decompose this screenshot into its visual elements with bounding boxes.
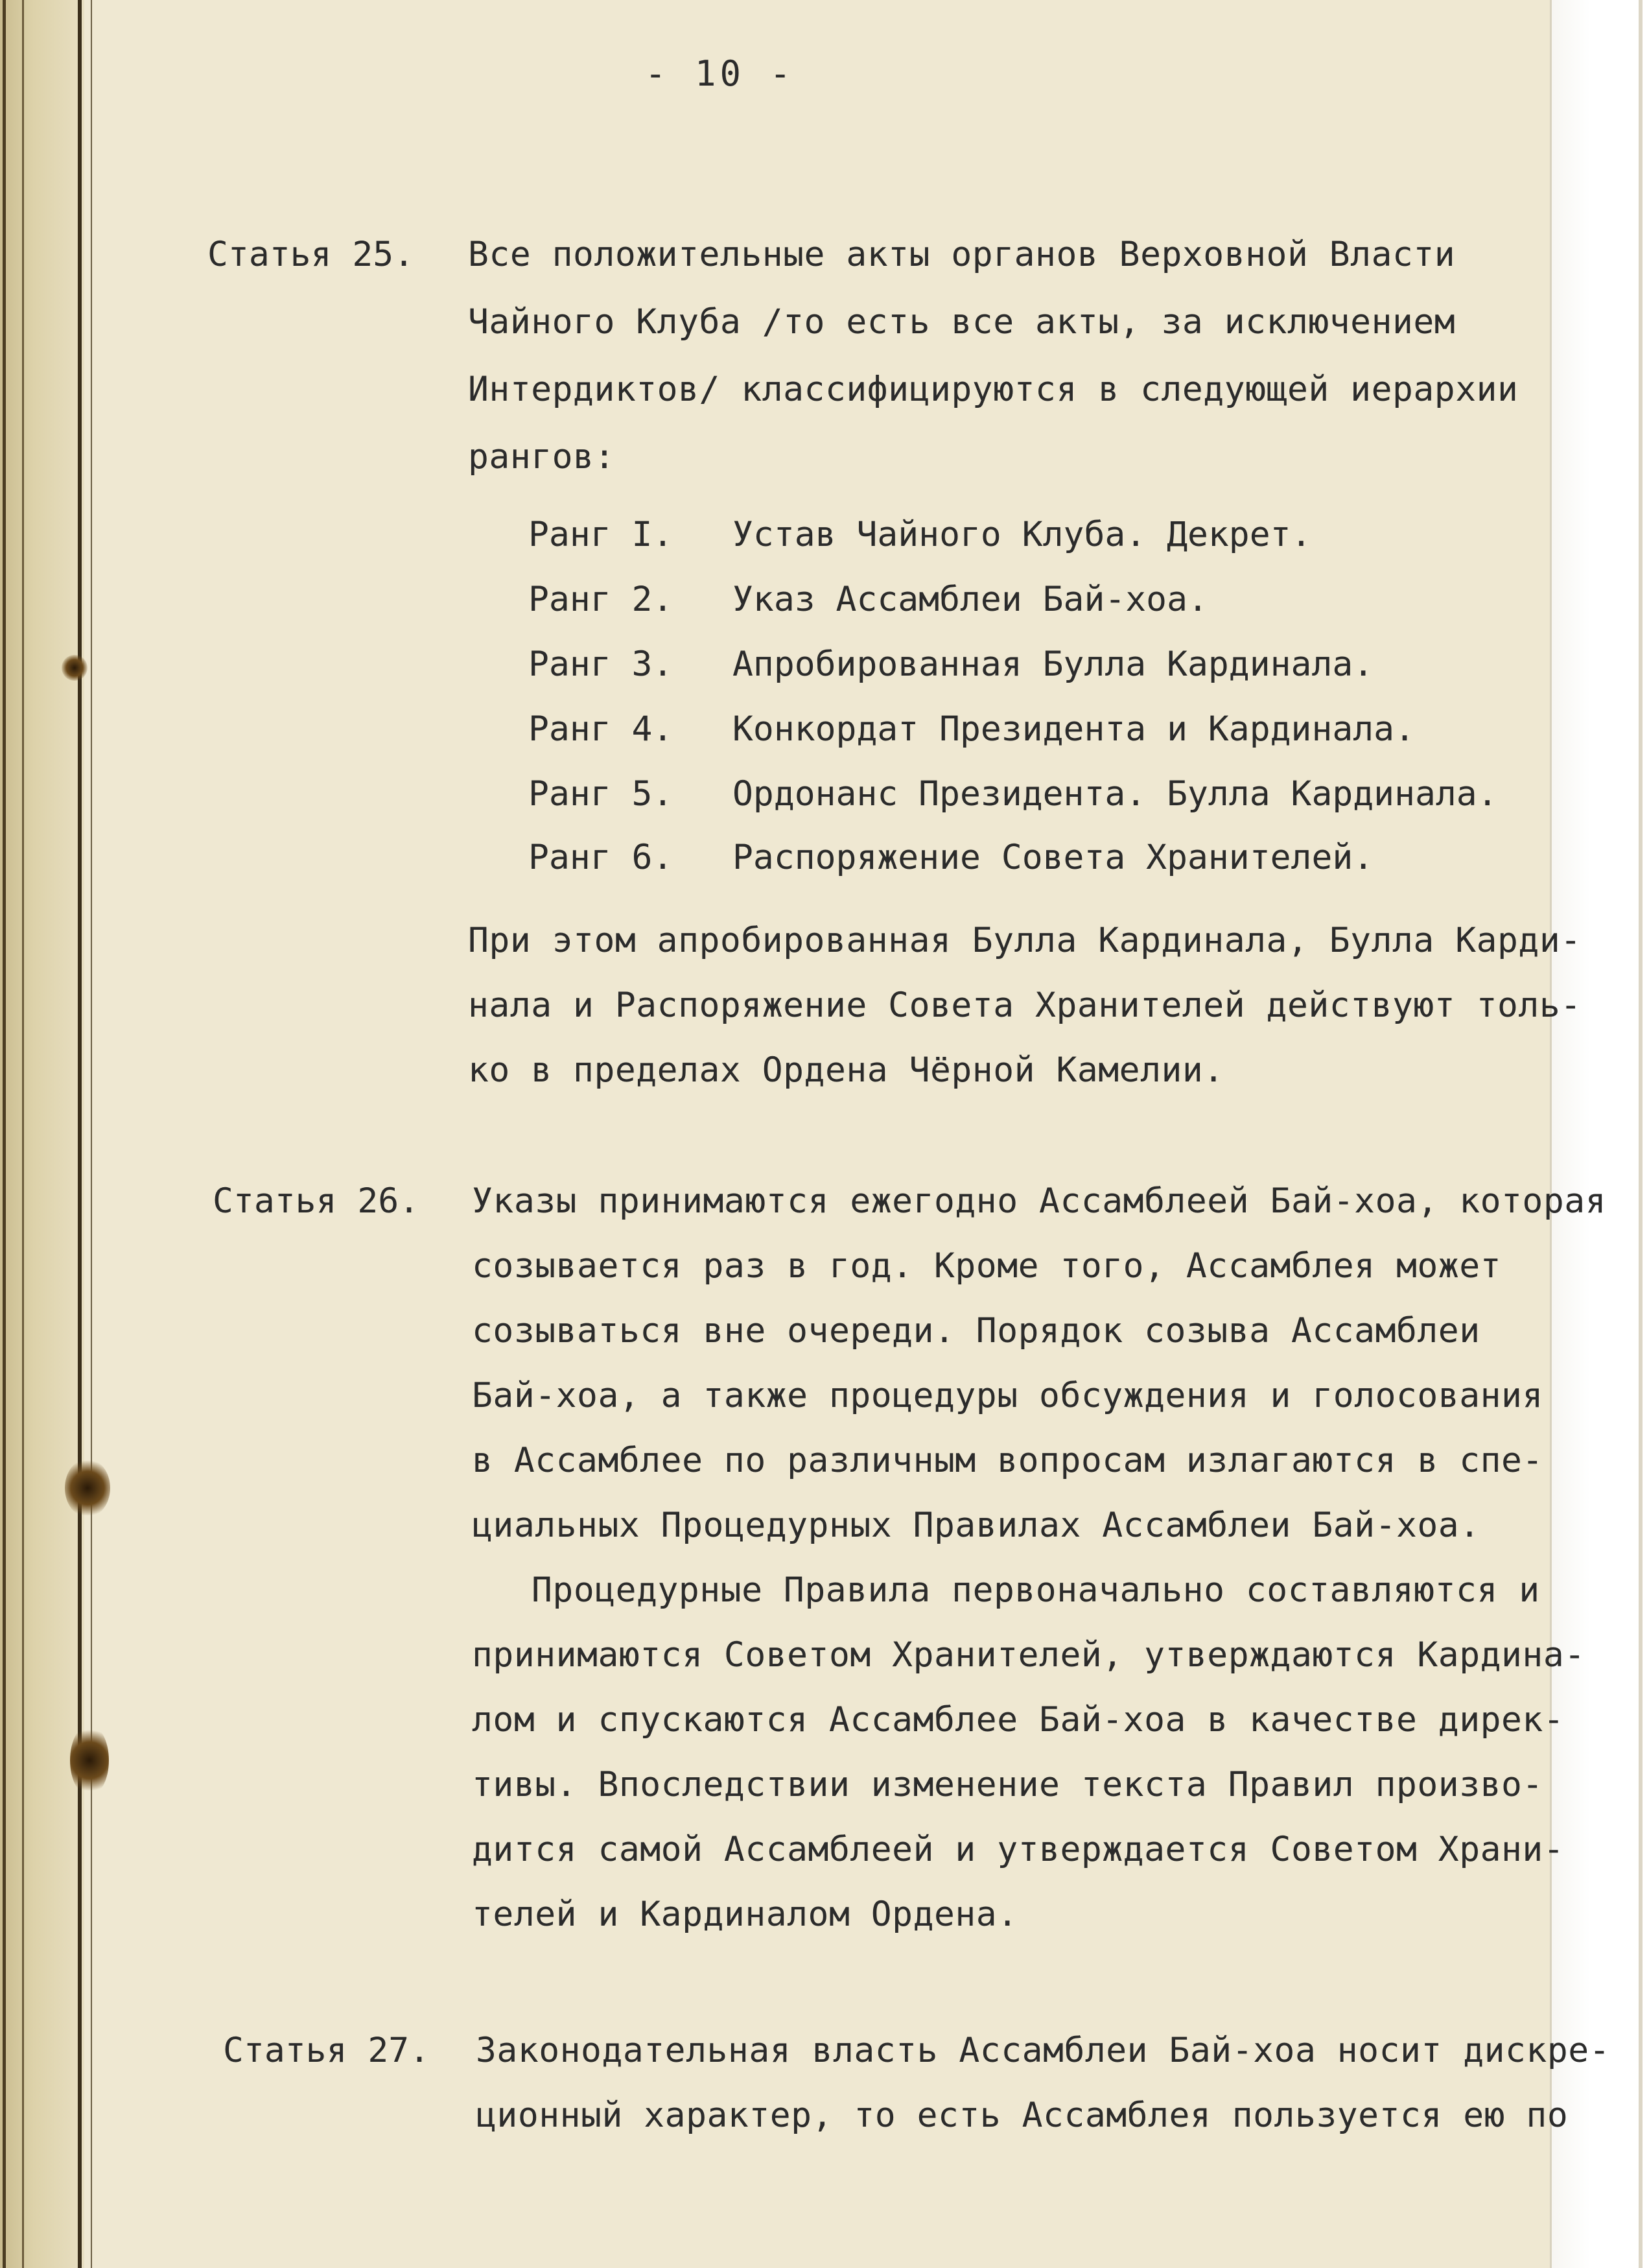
burn-mark [65, 1459, 110, 1517]
burn-mark [62, 655, 88, 681]
rank-text: Апробированная Булла Кардинала. [732, 644, 1374, 684]
article-27-line: ционный характер, то есть Ассамблея пользуется ею по [476, 2096, 1569, 2135]
article-26-line: тивы. Впоследствии изменение текста Правил произво- [472, 1765, 1543, 1804]
article-25-line: Все положительные акты органов Верховной Власти [468, 235, 1456, 274]
rank-text: Указ Ассамблеи Бай-хоа. [732, 580, 1208, 619]
article-26-line: принимаются Советом Хранителей, утверждаются Кардина- [472, 1635, 1585, 1675]
rank-text: Ордонанс Президента. Булла Кардинала. [732, 774, 1498, 814]
article-25-line: ко в пределах Ордена Чёрной Камелии. [468, 1050, 1224, 1090]
article-25-line: нала и Распоряжение Совета Хранителей действуют толь- [468, 986, 1582, 1025]
rank-text: Конкордат Президента и Кардинала. [732, 709, 1415, 749]
article-26-line: лом и спускаются Ассамблее Бай-хоа в качестве дирек- [472, 1700, 1565, 1740]
margin-strip [1639, 0, 1643, 2268]
article-26-line: созывается раз в год. Кроме того, Ассамблея может [472, 1246, 1502, 1286]
rank-label: Ранг I. [528, 515, 673, 554]
article-26-line: Бай-хоа, а также процедуры обсуждения и голосования [472, 1376, 1543, 1415]
article-26-line: дится самой Ассамблеей и утверждается Советом Храни- [472, 1830, 1565, 1869]
rank-label: Ранг 5. [528, 774, 673, 814]
rank-text: Распоряжение Совета Хранителей. [732, 838, 1374, 877]
article-25-line: Чайного Клуба /то есть все акты, за исключением [468, 302, 1456, 342]
article-25-label: Статья 25. [207, 235, 415, 274]
binder-line [91, 0, 92, 2268]
article-26-label: Статья 26. [213, 1181, 420, 1221]
binder-line [78, 0, 82, 2268]
rank-label: Ранг 3. [528, 644, 673, 684]
right-margin [1550, 0, 1649, 2268]
article-27-line: Законодательная власть Ассамблеи Бай-хоа носит дискре- [476, 2031, 1611, 2070]
rank-label: Ранг 6. [528, 838, 673, 877]
binder-line [22, 0, 24, 2268]
article-25-line: При этом апробированная Булла Кардинала, Булла Карди- [468, 921, 1582, 960]
rank-text: Устав Чайного Клуба. Декрет. [732, 515, 1312, 554]
burn-mark [70, 1725, 109, 1796]
page-number: - 10 - [645, 53, 795, 94]
binder-edge [0, 0, 84, 2268]
binder-line [3, 0, 6, 2268]
rank-label: Ранг 2. [528, 580, 673, 619]
article-27-label: Статья 27. [223, 2031, 430, 2070]
article-25-line: Интердиктов/ классифицируются в следующей иерархии [468, 370, 1519, 409]
article-26-line: в Ассамблее по различным вопросам излагаются в спе- [472, 1441, 1543, 1480]
article-26-line: созываться вне очереди. Порядок созыва Ассамблеи [472, 1311, 1480, 1351]
article-26-line: телей и Кардиналом Ордена. [472, 1895, 1018, 1934]
rank-label: Ранг 4. [528, 709, 673, 749]
article-26-line: Процедурные Правила первоначально составляются и [532, 1570, 1540, 1610]
article-25-line: рангов: [468, 437, 615, 477]
article-26-line: циальных Процедурных Правилах Ассамблеи Бай-хоа. [472, 1506, 1480, 1545]
article-26-line: Указы принимаются ежегодно Ассамблеей Бай-хоа, которая [472, 1181, 1607, 1221]
